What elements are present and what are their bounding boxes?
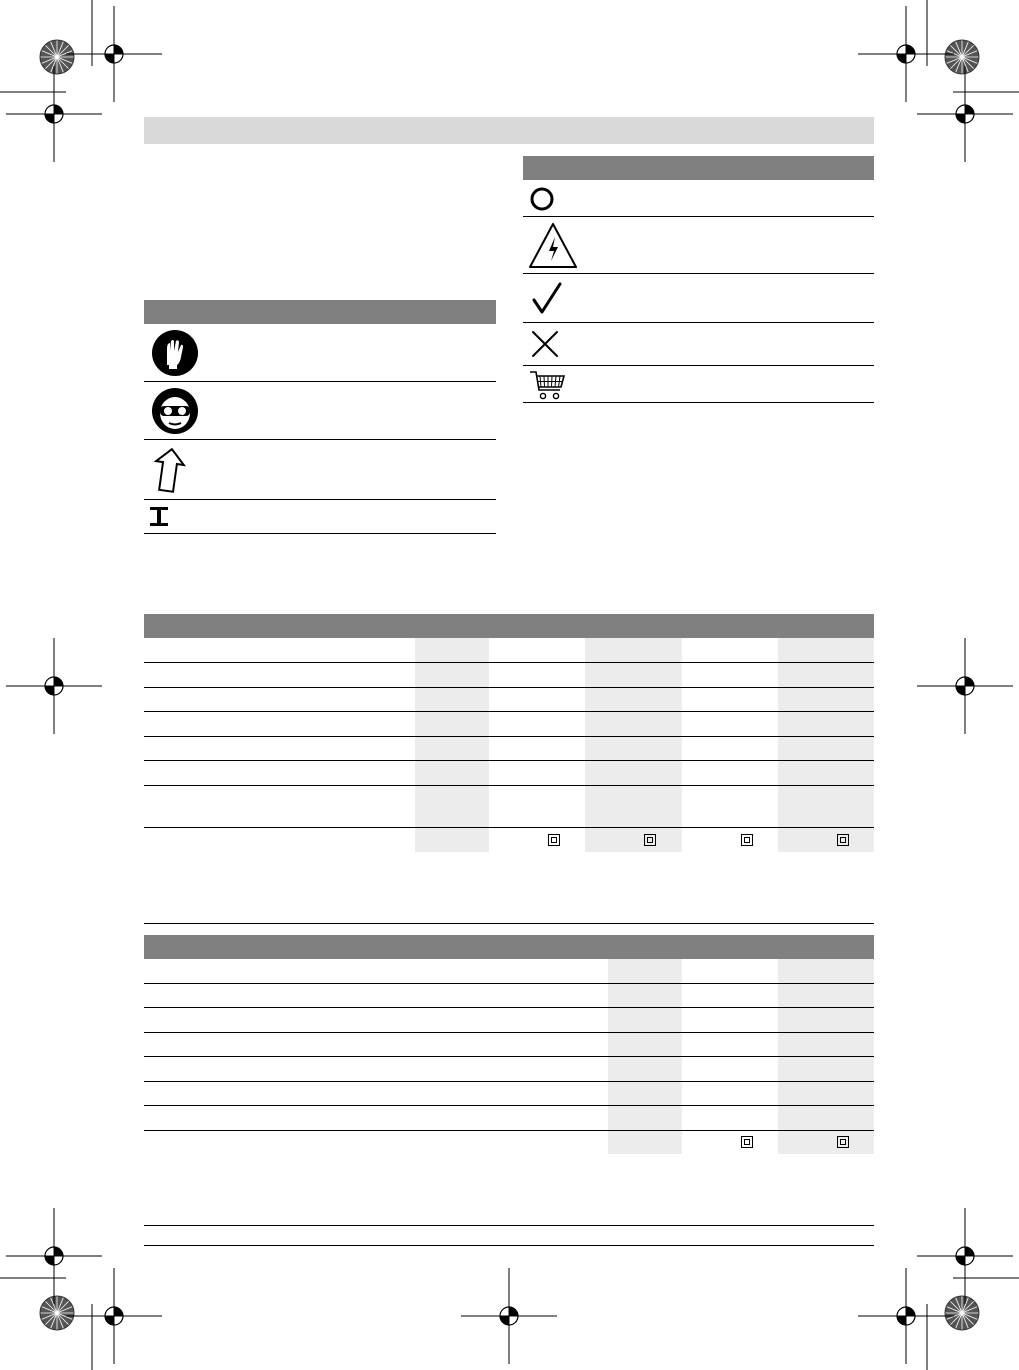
symbol-row-i-beam (144, 500, 496, 534)
technical-table-2-body (144, 959, 874, 1154)
separator-rule (144, 923, 874, 924)
table-row (144, 1106, 874, 1131)
table-row (144, 638, 874, 663)
double-insulation-icon (548, 834, 560, 846)
table-row (144, 1082, 874, 1106)
double-insulation-icon (837, 1136, 849, 1148)
table-row (144, 663, 874, 688)
i-beam-icon (149, 506, 171, 528)
table-row (144, 737, 874, 761)
symbol-row-checkmark (523, 274, 874, 323)
table-row (144, 1057, 874, 1082)
up-arrow-icon (149, 445, 189, 495)
table-row (144, 712, 874, 737)
table-row (144, 1033, 874, 1057)
table-row (144, 688, 874, 712)
shopping-cart-icon (528, 368, 568, 402)
warning-lightning-icon (527, 221, 579, 271)
goggles-icon (151, 387, 199, 435)
technical-data-table-2 (144, 935, 874, 1154)
separator-rule (144, 1225, 874, 1226)
double-insulation-icon (644, 834, 656, 846)
symbol-row-cross (523, 323, 874, 366)
separator-rule (144, 1245, 874, 1246)
gloves-icon (151, 329, 199, 377)
technical-table-1-header (144, 614, 874, 638)
table-row (144, 984, 874, 1008)
cross-icon (529, 328, 561, 360)
circle-icon (528, 185, 556, 213)
symbol-row-warning (523, 217, 874, 274)
table-row (144, 761, 874, 786)
symbol-row-goggles (144, 382, 496, 440)
page-header-band (144, 117, 874, 144)
checkmark-icon (528, 280, 564, 316)
table-row (144, 1008, 874, 1033)
table-row (144, 786, 874, 828)
technical-table-2-header (144, 935, 874, 959)
left-symbol-table-header (144, 300, 496, 324)
symbol-row-shopping-cart (523, 366, 874, 403)
table-row (144, 959, 874, 984)
double-insulation-icon (741, 1136, 753, 1148)
symbol-row-gloves (144, 324, 496, 382)
double-insulation-icon (741, 834, 753, 846)
right-symbol-table-header (523, 156, 874, 180)
symbol-row-circle (523, 180, 874, 217)
technical-table-1-body (144, 638, 874, 852)
technical-data-table-1 (144, 614, 874, 852)
symbol-row-up-arrow (144, 440, 496, 500)
double-insulation-icon (837, 834, 849, 846)
